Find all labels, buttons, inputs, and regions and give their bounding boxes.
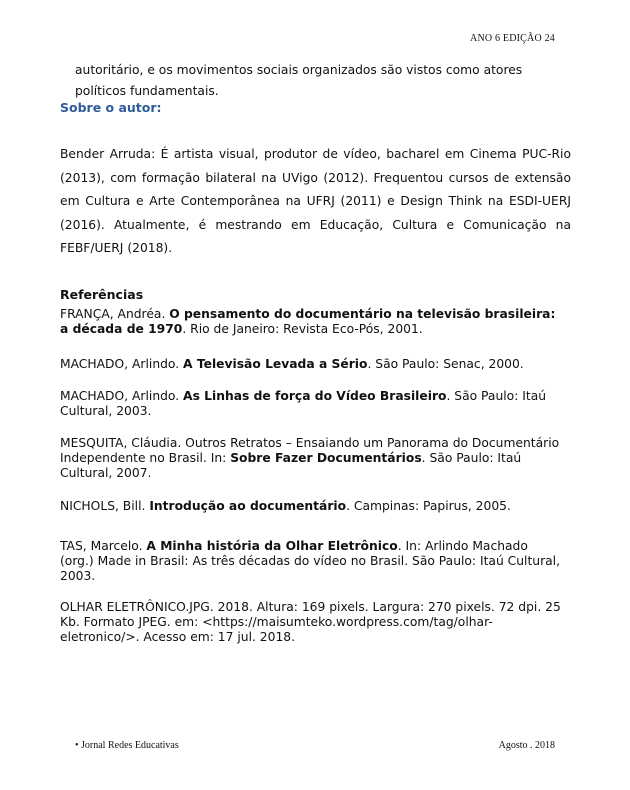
reference-item — [60, 499, 565, 514]
reference-text: MACHADO, Arlindo. — [60, 357, 184, 371]
references-heading: Referências — [60, 287, 144, 302]
reference-title: O pensamento do documentário na televisão brasileira: a década de 1970 — [60, 307, 556, 336]
reference-item — [60, 436, 565, 481]
reference-title: Sobre Fazer Documentários — [230, 451, 422, 465]
author-heading: Sobre o autor: — [60, 100, 162, 115]
reference-item — [60, 539, 565, 584]
reference-text: . In: Arlindo Machado (org.) Made in Brasil: As três décadas do vídeo no Brasil. São Paulo: Itaú Cultural, 2003. — [60, 539, 560, 583]
author-bio: Bender Arruda: É artista visual, produtor de vídeo, bacharel em Cinema PUC-Rio (2013), com formação bilateral na UVigo (2012). Frequentou cursos de extensão em Cultura e Arte Contemporânea na UFRJ (2011) e Design Think na ESDI-UERJ (2016). Atualmente, é mestrando em Educação, Cultura e Comunicação na FEBF/UERJ (2018). — [60, 147, 571, 255]
reference-text: NICHOLS, Bill. — [60, 499, 150, 513]
reference-item — [60, 389, 565, 419]
reference-item — [60, 600, 565, 645]
reference-item — [60, 357, 565, 372]
reference-text: . Rio de Janeiro: Revista Eco-Pós, 2001. — [182, 322, 423, 336]
reference-title: A Minha história da Olhar Eletrônico — [146, 539, 398, 553]
reference-text: MESQUITA, Cláudia. Outros Retratos – Ensaiando um Panorama do Documentário Independente no Brasil. In: — [60, 436, 560, 465]
reference-text: OLHAR ELETRÔNICO.JPG. 2018. Altura: 169 pixels. Largura: 270 pixels. 72 dpi. 25 Kb. Formato JPEG. em: <https://maisumteko.wordpress.com/tag/olhar-eletronico/>. Acesso em: 17 jul. 2018. — [60, 600, 561, 644]
footer-bullet: • — [75, 740, 79, 751]
reference-text: FRANÇA, Andréa. — [60, 307, 170, 321]
reference-text: . São Paulo: Senac, 2000. — [367, 357, 524, 371]
edition-header: ANO 6 EDIÇÃO 24 — [470, 33, 555, 44]
reference-text: MACHADO, Arlindo. — [60, 389, 184, 403]
footer-journal-name: Jornal Redes Educativas — [81, 740, 179, 751]
reference-title: A Televisão Levada a Sério — [183, 357, 368, 371]
footer-journal — [75, 740, 179, 751]
reference-item — [60, 307, 565, 337]
reference-title: As Linhas de força do Vídeo Brasileiro — [183, 389, 447, 403]
continuation-line-1: autoritário, e os movimentos sociais organizados são vistos como atores — [75, 63, 523, 77]
reference-title: Introdução ao documentário — [149, 499, 347, 513]
reference-text: . Campinas: Papirus, 2005. — [346, 499, 511, 513]
footer-date: Agosto . 2018 — [498, 740, 555, 751]
reference-text: . São Paulo: Itaú Cultural, 2007. — [60, 451, 522, 480]
continuation-line-2: políticos fundamentais. — [75, 84, 219, 98]
reference-text: . São Paulo: Itaú Cultural, 2003. — [60, 389, 547, 418]
reference-text: TAS, Marcelo. — [60, 539, 147, 553]
